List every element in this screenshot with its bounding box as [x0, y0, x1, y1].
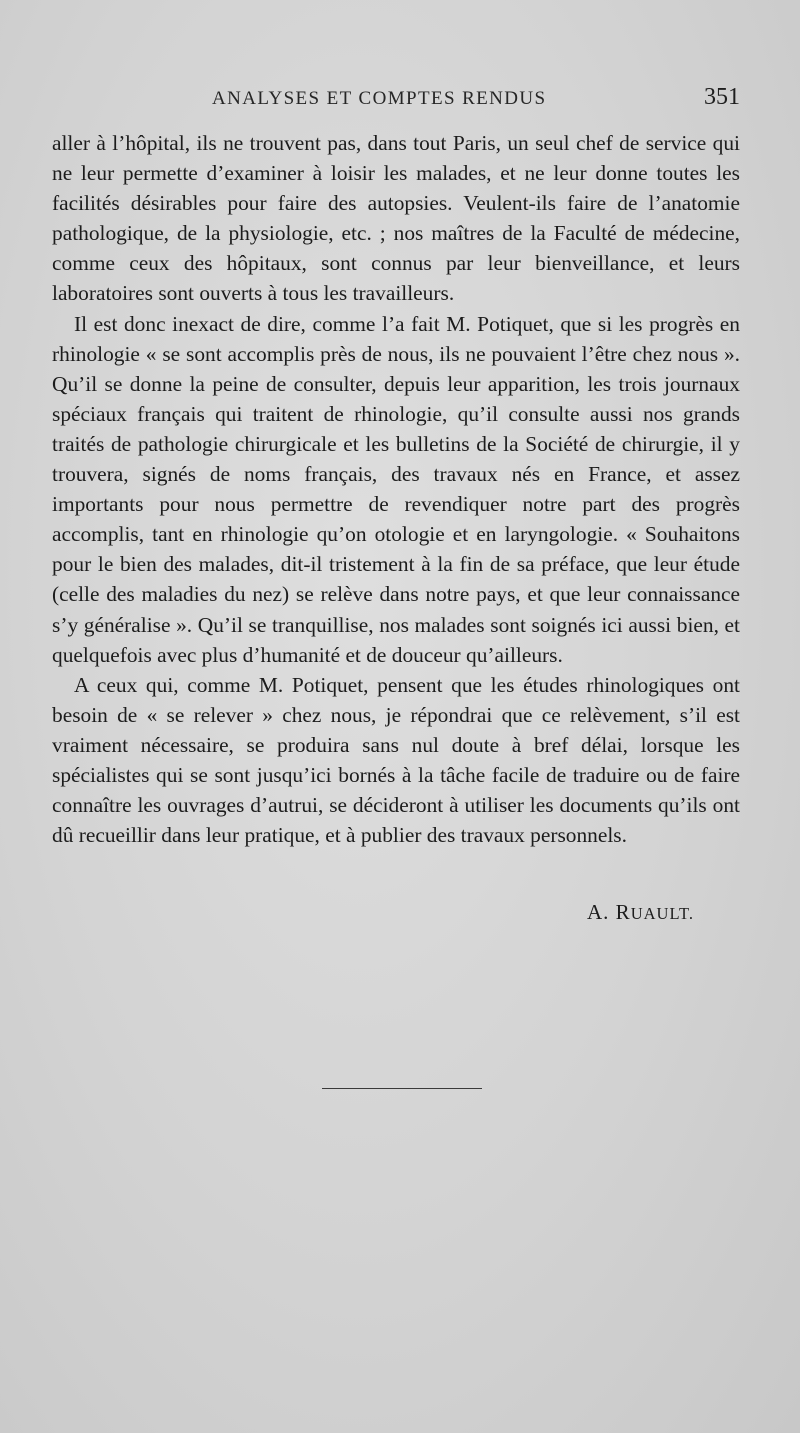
signature-initial: A. R: [587, 900, 631, 924]
paragraph: Il est donc inexact de dire, comme l’a fait M. Potiquet, que si les progrès en rhinologie « se sont accomplis près de nous, ils ne pouvaient l’être chez nous ». Qu’il se donne la peine de consulter, depuis leur apparition, les trois journaux spéciaux français qui traitent de rhinologie, qu’il consulte aussi nos grands traités de pathologie chirurgicale et les bulletins de la Société de chirurgie, il y trouvera, signés de noms français, des travaux nés en France, et assez importants pour nous permettre de revendiquer notre part des progrès accomplis, tant en rhinologie qu’on otologie et en laryngologie. « Souhaitons pour le bien des malades, dit-il tristement à la fin de sa préface, que leur étude (celle des maladies du nez) se relève dans notre pays, et que leur connaissance s’y généralise ». Qu’il se tranquillise, nos malades sont soignés ici aussi bien, et quelquefois avec plus d’humanité et de douceur qu’ailleurs.: [52, 311, 740, 667]
paragraph: A ceux qui, comme M. Potiquet, pensent que les études rhinologiques ont besoin de « se relever » chez nous, je répondrai que ce relèvement, s’il est vraiment nécessaire, se produira sans nul doute à bref délai, lorsque les spécialistes qui se sont jusqu’ici bornés à la tâche facile de traduire ou de faire connaître les ouvrages d’autrui, se décideront à utiliser les documents qu’ils ont dû recueillir dans leur pratique, et à publier des travaux personnels.: [52, 672, 740, 848]
signature-small-caps: UAULT.: [630, 904, 694, 923]
running-head: ANALYSES ET COMPTES RENDUS: [212, 88, 547, 109]
author-signature: [587, 900, 694, 925]
page-number: 351: [704, 84, 740, 110]
page-header: [52, 84, 740, 114]
body-text: [52, 128, 740, 850]
section-divider: [322, 1088, 482, 1089]
paragraph: aller à l’hôpital, ils ne trouvent pas, dans tout Paris, un seul chef de service qui ne leur permette d’examiner à loisir les malades, et ne leur donne toutes les facilités désirables pour faire des autopsies. Veulent-ils faire de l’anatomie pathologique, de la physiologie, etc. ; nos maîtres de la Faculté de médecine, comme ceux des hôpitaux, sont connus par leur bienveillance, et leurs laboratoires sont ouverts à tous les travailleurs.: [52, 131, 740, 306]
